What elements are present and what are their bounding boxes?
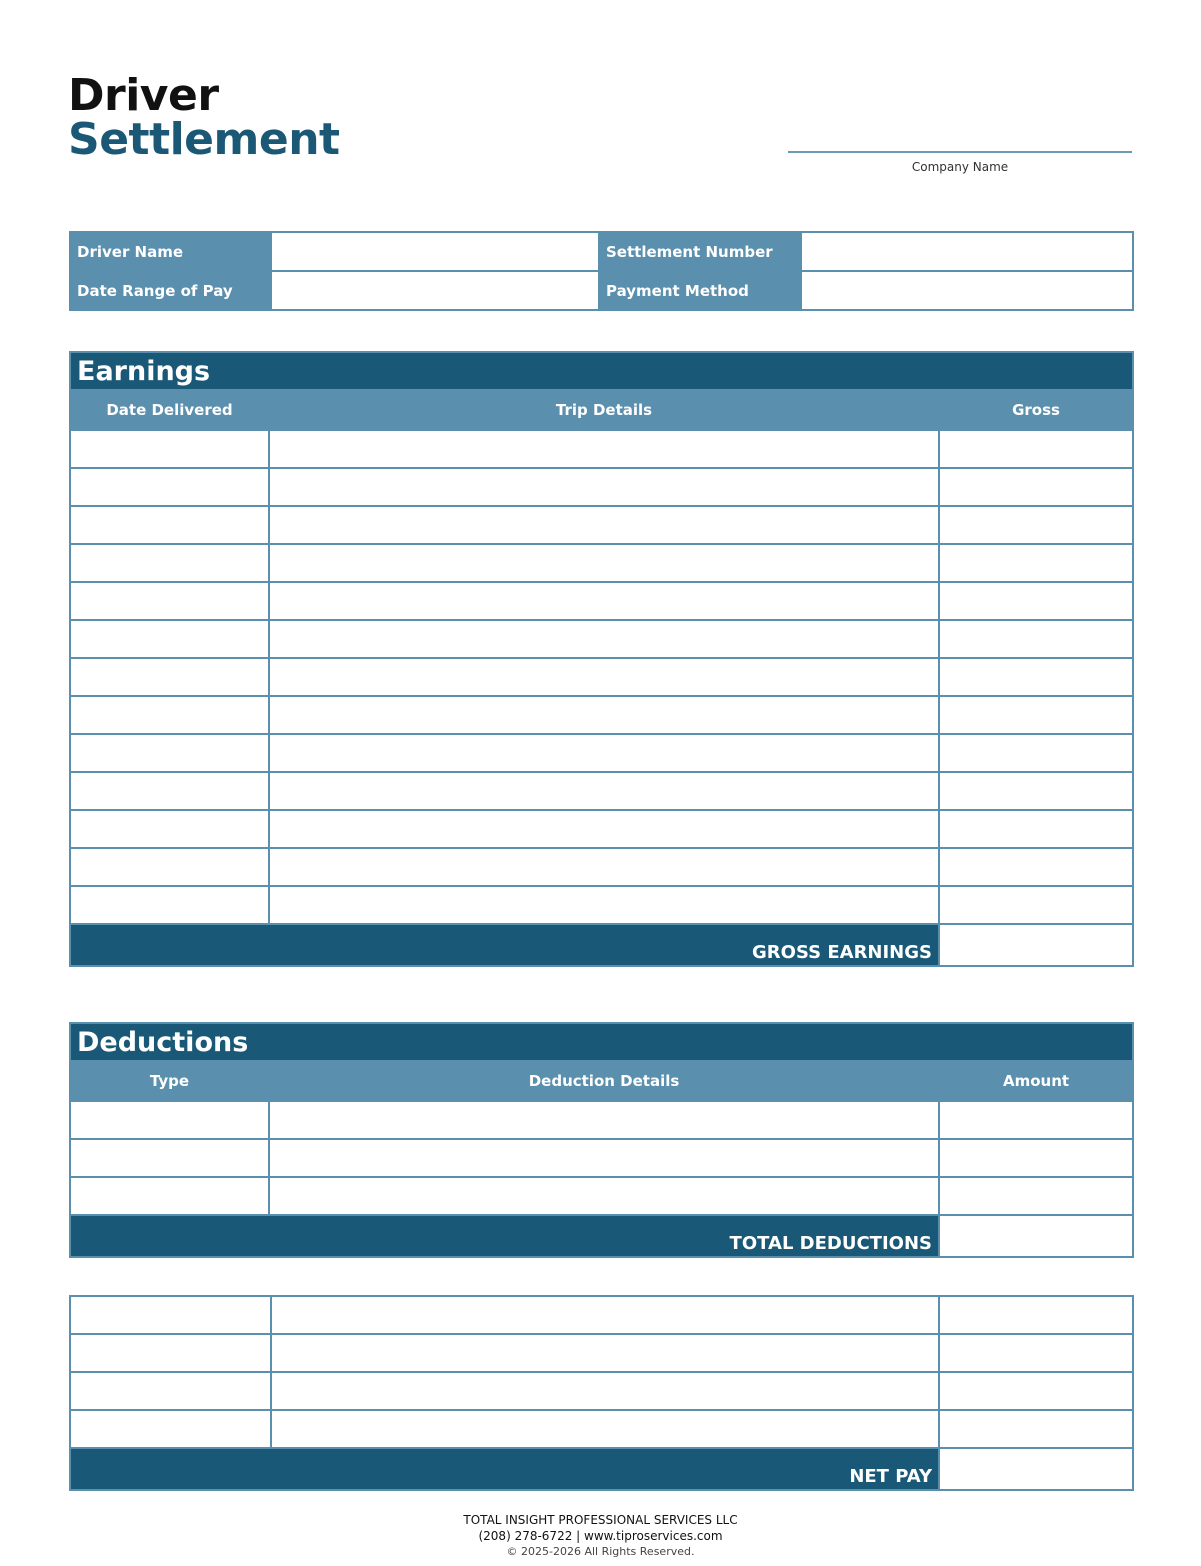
earnings-cell-col-1[interactable] [70,620,269,658]
earnings-cell-col-2[interactable] [269,772,939,810]
deductions-row [70,1101,1133,1139]
earnings-cell-col-2[interactable] [269,544,939,582]
earnings-cell-col-1[interactable] [70,544,269,582]
gross-earnings-total-input[interactable] [939,924,1133,966]
earnings-row [70,544,1133,582]
total-deductions-input[interactable] [939,1215,1133,1257]
earnings-cell-col-1[interactable] [70,772,269,810]
earnings-row [70,468,1133,506]
col-gross: Gross [939,390,1133,430]
deductions-row [70,1139,1133,1177]
payment-method-label: Payment Method [599,271,801,310]
earnings-cell-col-2[interactable] [269,468,939,506]
summary-net-earnings-label: Net Earnings [70,1372,271,1410]
title-line-settlement: Settlement [68,114,340,165]
driver-name-input[interactable] [271,232,599,271]
deductions-cell-col-3[interactable] [939,1101,1133,1139]
earnings-cell-col-2[interactable] [269,696,939,734]
date-range-label: Date Range of Pay [70,271,271,310]
summary-gross-earnings-amount[interactable] [939,1296,1133,1334]
earnings-cell-col-2[interactable] [269,810,939,848]
settlement-number-input[interactable] [801,232,1133,271]
earnings-row [70,810,1133,848]
col-trip-details: Trip Details [269,390,939,430]
earnings-cell-col-2[interactable] [269,582,939,620]
summary-total-deductions-label: Total Deductions [70,1334,271,1372]
earnings-cell-col-3[interactable] [939,430,1133,468]
deductions-table [69,1022,1134,1258]
earnings-cell-col-3[interactable] [939,620,1133,658]
deductions-cell-col-1[interactable] [70,1139,269,1177]
earnings-row [70,772,1133,810]
settlement-number-label: Settlement Number [599,232,801,271]
earnings-cell-col-3[interactable] [939,810,1133,848]
col-type: Type [70,1061,269,1101]
earnings-cell-col-2[interactable] [269,506,939,544]
earnings-cell-col-2[interactable] [269,734,939,772]
earnings-cell-col-3[interactable] [939,658,1133,696]
summary-total-deductions-notes[interactable] [271,1334,939,1372]
summary-pay-advances-amount[interactable] [939,1410,1133,1448]
earnings-row [70,582,1133,620]
earnings-row [70,848,1133,886]
summary-gross-earnings-notes[interactable] [271,1296,939,1334]
footer-company: TOTAL INSIGHT PROFESSIONAL SERVICES LLC [463,1513,738,1527]
driver-info-table [69,231,1134,311]
footer-contact: (208) 278-6722 | www.tiproservices.com [478,1529,723,1543]
deductions-cell-col-1[interactable] [70,1101,269,1139]
page-title [68,70,340,165]
deductions-cell-col-2[interactable] [269,1139,939,1177]
earnings-row [70,506,1133,544]
summary-net-earnings-notes[interactable] [271,1372,939,1410]
earnings-cell-col-3[interactable] [939,886,1133,924]
deductions-cell-col-2[interactable] [269,1101,939,1139]
total-deductions-label: TOTAL DEDUCTIONS [70,1215,939,1257]
net-pay-input[interactable] [939,1448,1133,1490]
title-line-driver: Driver [68,70,219,121]
earnings-row [70,620,1133,658]
payment-method-input[interactable] [801,271,1133,310]
col-amount: Amount [939,1061,1133,1101]
deductions-cell-col-3[interactable] [939,1177,1133,1215]
earnings-cell-col-2[interactable] [269,886,939,924]
earnings-title: Earnings [70,352,1133,390]
earnings-cell-col-1[interactable] [70,696,269,734]
earnings-cell-col-1[interactable] [70,582,269,620]
earnings-cell-col-1[interactable] [70,658,269,696]
driver-name-label: Driver Name [70,232,271,271]
earnings-row [70,886,1133,924]
deductions-cell-col-3[interactable] [939,1139,1133,1177]
earnings-cell-col-2[interactable] [269,658,939,696]
deductions-row [70,1177,1133,1215]
earnings-cell-col-3[interactable] [939,506,1133,544]
earnings-cell-col-2[interactable] [269,620,939,658]
earnings-table [69,351,1134,967]
earnings-cell-col-2[interactable] [269,430,939,468]
earnings-cell-col-1[interactable] [70,430,269,468]
summary-total-deductions-amount[interactable] [939,1334,1133,1372]
earnings-row [70,734,1133,772]
gross-earnings-total-label: GROSS EARNINGS [70,924,939,966]
earnings-cell-col-3[interactable] [939,848,1133,886]
col-deduction-details: Deduction Details [269,1061,939,1101]
earnings-row [70,430,1133,468]
earnings-row [70,696,1133,734]
earnings-cell-col-3[interactable] [939,582,1133,620]
earnings-cell-col-1[interactable] [70,810,269,848]
summary-gross-earnings-label: Gross Earnings [70,1296,271,1334]
deductions-title: Deductions [70,1023,1133,1061]
date-range-input[interactable] [271,271,599,310]
footer-copyright: © 2025-2026 All Rights Reserved. [506,1545,695,1558]
net-pay-label: NET PAY [70,1448,939,1490]
earnings-cell-col-1[interactable] [70,468,269,506]
earnings-cell-col-3[interactable] [939,772,1133,810]
summary-net-earnings-amount[interactable] [939,1372,1133,1410]
earnings-row [70,658,1133,696]
deductions-cell-col-2[interactable] [269,1177,939,1215]
earnings-cell-col-1[interactable] [70,734,269,772]
earnings-cell-col-3[interactable] [939,696,1133,734]
earnings-cell-col-3[interactable] [939,468,1133,506]
earnings-cell-col-1[interactable] [70,886,269,924]
earnings-cell-col-3[interactable] [939,734,1133,772]
earnings-cell-col-3[interactable] [939,544,1133,582]
earnings-cell-col-2[interactable] [269,848,939,886]
company-name-label: Company Name [911,160,1009,174]
deductions-cell-col-1[interactable] [70,1177,269,1215]
summary-pay-advances-notes[interactable] [271,1410,939,1448]
earnings-cell-col-1[interactable] [70,506,269,544]
company-name-field[interactable] [788,151,1132,153]
summary-table [69,1295,1134,1491]
summary-pay-advances-label: Pay Advances [70,1410,271,1448]
earnings-cell-col-1[interactable] [70,848,269,886]
col-date-delivered: Date Delivered [70,390,269,430]
